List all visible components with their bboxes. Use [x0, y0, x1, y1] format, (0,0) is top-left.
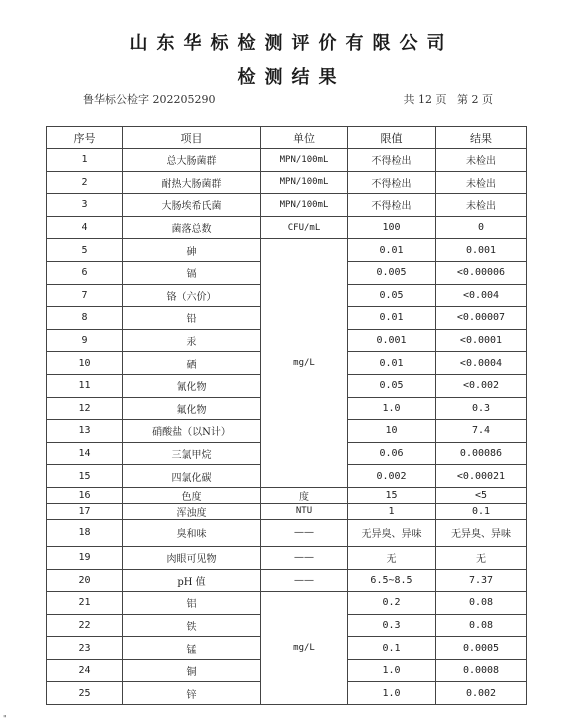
- row-result: 未检出: [436, 171, 527, 194]
- company-title: 山东华标检测评价有限公司: [129, 33, 454, 54]
- row-result: <0.0004: [436, 352, 527, 375]
- table-row: [47, 171, 527, 194]
- row-no: 1: [47, 149, 123, 172]
- header-limit: 限值: [348, 127, 436, 149]
- row-no: 7: [47, 284, 123, 307]
- row-item: 菌落总数: [123, 216, 261, 239]
- row-limit: 无: [348, 546, 436, 569]
- row-result: 0.0005: [436, 637, 527, 660]
- row-limit: 0.05: [348, 374, 436, 397]
- row-item: 铅: [123, 307, 261, 330]
- row-no: 25: [47, 682, 123, 705]
- row-limit: 6.5~8.5: [348, 569, 436, 592]
- header-unit: 单位: [261, 127, 348, 149]
- table-row: [47, 194, 527, 217]
- row-item: 三氯甲烷: [123, 442, 261, 465]
- row-item: 铁: [123, 614, 261, 637]
- row-item: 耐热大肠菌群: [123, 171, 261, 194]
- row-no: 17: [47, 503, 123, 519]
- row-unit: CFU/mL: [261, 216, 348, 239]
- row-result: 0.0008: [436, 659, 527, 682]
- row-limit: 0.06: [348, 442, 436, 465]
- table-row: [47, 503, 527, 519]
- row-unit: NTU: [261, 503, 348, 519]
- row-no: 23: [47, 637, 123, 660]
- row-no: 14: [47, 442, 123, 465]
- row-no: 3: [47, 194, 123, 217]
- row-item: 锌: [123, 682, 261, 705]
- row-result: <5: [436, 487, 527, 503]
- header-result: 结果: [436, 127, 527, 149]
- row-no: 18: [47, 519, 123, 546]
- row-item: 臭和味: [123, 519, 261, 546]
- row-item: 锰: [123, 637, 261, 660]
- row-limit: 100: [348, 216, 436, 239]
- row-no: 10: [47, 352, 123, 375]
- row-limit: 无异臭、异味: [348, 519, 436, 546]
- row-no: 4: [47, 216, 123, 239]
- row-limit: 1: [348, 503, 436, 519]
- row-unit: ——: [261, 546, 348, 569]
- row-result: <0.002: [436, 374, 527, 397]
- row-no: 5: [47, 239, 123, 262]
- row-limit: 15: [348, 487, 436, 503]
- table-row: [47, 569, 527, 592]
- row-result: <0.004: [436, 284, 527, 307]
- row-no: 13: [47, 420, 123, 443]
- row-result: 0.1: [436, 503, 527, 519]
- row-limit: 1.0: [348, 682, 436, 705]
- row-item: 肉眼可见物: [123, 546, 261, 569]
- row-limit: 0.2: [348, 592, 436, 615]
- row-item: 色度: [123, 487, 261, 503]
- row-limit: 10: [348, 420, 436, 443]
- row-result: 0.3: [436, 397, 527, 420]
- row-result: 0: [436, 216, 527, 239]
- row-item: 铝: [123, 592, 261, 615]
- row-result: 7.37: [436, 569, 527, 592]
- row-no: 8: [47, 307, 123, 330]
- table-row: [47, 487, 527, 503]
- row-no: 19: [47, 546, 123, 569]
- row-result: 0.002: [436, 682, 527, 705]
- row-result: 0.00086: [436, 442, 527, 465]
- row-result: <0.00021: [436, 465, 527, 488]
- table-row: [47, 546, 527, 569]
- row-item: 镉: [123, 261, 261, 284]
- row-unit-merged: mg/L: [261, 592, 348, 705]
- row-limit: 0.005: [348, 261, 436, 284]
- row-limit: 0.05: [348, 284, 436, 307]
- row-limit: 不得检出: [348, 149, 436, 172]
- header-item: 项目: [123, 127, 261, 149]
- row-unit: MPN/100mL: [261, 149, 348, 172]
- row-item: 氟化物: [123, 397, 261, 420]
- row-limit: 0.01: [348, 352, 436, 375]
- table-row: [47, 149, 527, 172]
- row-item: 汞: [123, 329, 261, 352]
- document-title: 检测结果: [237, 67, 346, 88]
- row-result: 无: [436, 546, 527, 569]
- page-info: [404, 91, 494, 107]
- row-unit: ——: [261, 519, 348, 546]
- row-no: 24: [47, 659, 123, 682]
- row-limit: 1.0: [348, 397, 436, 420]
- row-result: <0.00007: [436, 307, 527, 330]
- row-no: 12: [47, 397, 123, 420]
- row-no: 22: [47, 614, 123, 637]
- table-row: [47, 239, 527, 262]
- row-item: 总大肠菌群: [123, 149, 261, 172]
- row-unit: 度: [261, 487, 348, 503]
- row-result: 0.08: [436, 614, 527, 637]
- page-current: 第 2 页: [457, 93, 493, 106]
- row-no: 9: [47, 329, 123, 352]
- row-limit: 0.001: [348, 329, 436, 352]
- document-number: 鲁华标公检字 202205290: [83, 93, 216, 106]
- row-item: 铜: [123, 659, 261, 682]
- row-limit: 0.002: [348, 465, 436, 488]
- row-item: 铬（六价）: [123, 284, 261, 307]
- row-item: 砷: [123, 239, 261, 262]
- row-item: 氰化物: [123, 374, 261, 397]
- row-item: pH 值: [123, 569, 261, 592]
- corner-mark: ": [3, 714, 7, 723]
- row-result: <0.00006: [436, 261, 527, 284]
- row-item: 硝酸盐（以N计）: [123, 420, 261, 443]
- row-limit: 0.01: [348, 239, 436, 262]
- row-result: 未检出: [436, 194, 527, 217]
- row-unit: MPN/100mL: [261, 194, 348, 217]
- row-item: 大肠埃希氏菌: [123, 194, 261, 217]
- row-limit: 1.0: [348, 659, 436, 682]
- row-limit: 不得检出: [348, 194, 436, 217]
- table-header-row: [47, 127, 527, 149]
- row-no: 6: [47, 261, 123, 284]
- row-item: 四氯化碳: [123, 465, 261, 488]
- row-limit: 不得检出: [348, 171, 436, 194]
- row-result: 未检出: [436, 149, 527, 172]
- row-item: 硒: [123, 352, 261, 375]
- row-unit-merged: mg/L: [261, 239, 348, 488]
- row-item: 浑浊度: [123, 503, 261, 519]
- row-unit: MPN/100mL: [261, 171, 348, 194]
- row-no: 21: [47, 592, 123, 615]
- header-no: 序号: [47, 127, 123, 149]
- row-no: 20: [47, 569, 123, 592]
- page-total: 共 12 页: [403, 93, 447, 106]
- row-result: 无异臭、异味: [436, 519, 527, 546]
- row-no: 2: [47, 171, 123, 194]
- row-unit: ——: [261, 569, 348, 592]
- row-limit: 0.3: [348, 614, 436, 637]
- table-row: [47, 592, 527, 615]
- row-result: 0.001: [436, 239, 527, 262]
- row-no: 16: [47, 487, 123, 503]
- row-limit: 0.01: [348, 307, 436, 330]
- row-result: <0.0001: [436, 329, 527, 352]
- row-limit: 0.1: [348, 637, 436, 660]
- row-result: 0.08: [436, 592, 527, 615]
- row-no: 15: [47, 465, 123, 488]
- table-row: [47, 216, 527, 239]
- results-table: [46, 126, 527, 705]
- row-result: 7.4: [436, 420, 527, 443]
- row-no: 11: [47, 374, 123, 397]
- table-row: [47, 519, 527, 546]
